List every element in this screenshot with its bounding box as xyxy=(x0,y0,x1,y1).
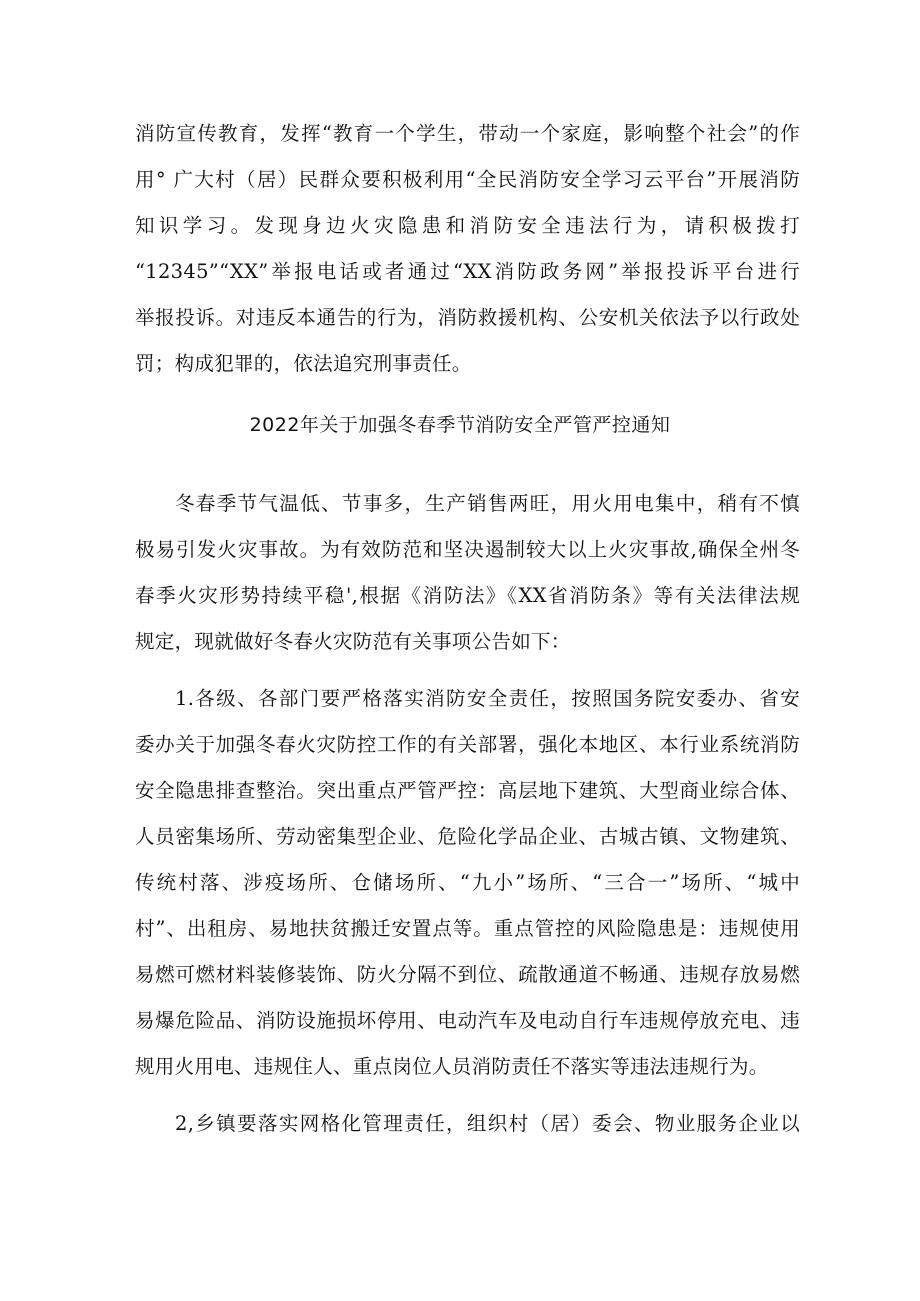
paragraph-line: 易爆危险品、消防设施损坏停用、电动汽车及电动自行车违规停放充电、违 xyxy=(135,1009,800,1032)
paragraph-line: 人员密集场所、劳动密集型企业、危险化学品企业、古城古镇、文物建筑、 xyxy=(135,825,800,848)
paragraph-line: 规定，现就做好冬春火灾防范有关事项公告如下： xyxy=(135,630,571,653)
paragraph-line: 罚；构成犯罪的，依法追究刑事责任。 xyxy=(135,352,472,375)
paragraph-line: 知识学习。发现身边火灾隐患和消防安全违法行为，请积极拨打 xyxy=(135,214,800,237)
paragraph-line: 春季火灾形势持续平稳',根据《消防法》《XX省消防条》等有关法律法规 xyxy=(135,584,800,607)
paragraph-line: 举报投诉。对违反本通告的行为，消防救援机构、公安机关依法予以行政处 xyxy=(135,306,800,329)
paragraph-line: 易燃可燃材料装修装饰、防火分隔不到位、疏散通道不畅通、违规存放易燃 xyxy=(135,963,800,986)
paragraph-line: 极易引发火灾事故。为有效防范和坚决遏制较大以上火灾事故,确保全州冬 xyxy=(135,538,800,561)
paragraph-line: 安全隐患排查整治。突出重点严管严控：高层地下建筑、大型商业综合体、 xyxy=(135,779,800,802)
paragraph-line: 村”、出租房、易地扶贫搬迁安置点等。重点管控的风险隐患是：违规使用 xyxy=(135,917,800,940)
paragraph-line: 消防宣传教育，发挥“教育一个学生，带动一个家庭，影响整个社会”的作 xyxy=(135,122,800,145)
paragraph-line: 规用火用电、违规住人、重点岗位人员消防责任不落实等违法违规行为。 xyxy=(135,1055,769,1078)
document-title: 2022年关于加强冬春季节消防安全严管严控通知 xyxy=(249,414,671,436)
paragraph-line: 1.各级、各部门要严格落实消防安全责任，按照国务院安委办、省安 xyxy=(175,687,800,710)
paragraph-line: 传统村落、涉疫场所、仓储场所、“九小”场所、“三合一”场所、“城中 xyxy=(135,871,800,894)
paragraph-line: “12345”“XX”举报电话或者通过“XX消防政务网”举报投诉平台进行 xyxy=(135,260,800,283)
paragraph-line: 2,乡镇要落实网格化管理责任，组织村（居）委会、物业服务企业以 xyxy=(175,1112,800,1135)
paragraph-line: 用° 广大村（居）民群众要积极利用“全民消防安全学习云平台”开展消防 xyxy=(135,168,800,191)
paragraph-line: 委办关于加强冬春火灾防控工作的有关部署，强化本地区、本行业系统消防 xyxy=(135,733,800,756)
paragraph-line: 冬春季节气温低、节事多，生产销售两旺，用火用电集中，稍有不慎 xyxy=(175,492,800,515)
